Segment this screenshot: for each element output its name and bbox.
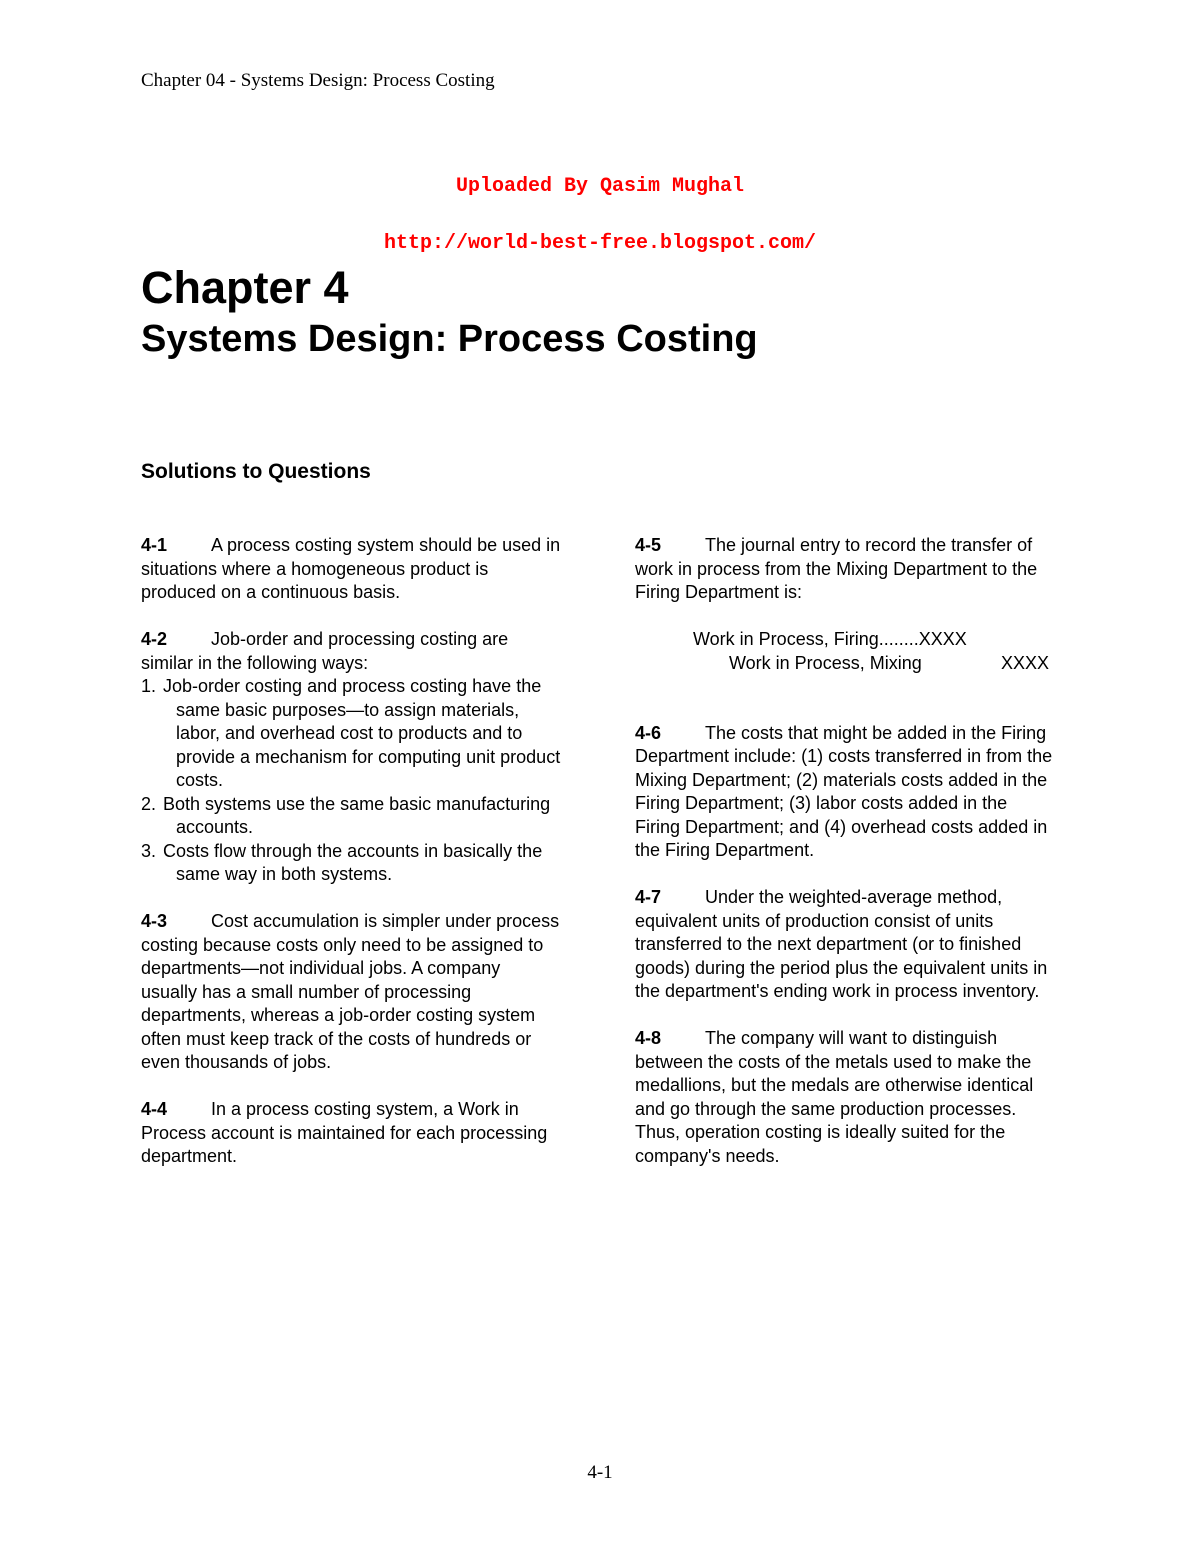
question-4-8: [635, 1027, 1055, 1168]
section-heading: Solutions to Questions: [141, 460, 371, 483]
list-item: 3. Costs flow through the accounts in basically the same way in both systems.: [141, 840, 543, 884]
chapter-title: Chapter 4: [141, 262, 349, 313]
journal-credit-account: Work in Process, Mixing: [729, 652, 922, 673]
question-number: 4-8: [635, 1028, 662, 1048]
question-number: 4-5: [635, 535, 662, 555]
question-number: 4-2: [141, 629, 168, 649]
answer-text: A process costing system should be used in situations where a homogeneous product is produced on a continuous basis.: [141, 535, 561, 602]
answer-text: Cost accumulation is simpler under process costing because costs only need to be assigned to departments—not individual jobs. A company usually has a small number of processing departments, whereas a job-order costing system often must keep track of the costs of hundreds or even thousands of jobs.: [141, 911, 560, 1072]
question-4-5: [635, 534, 1055, 605]
answer-text: The company will want to distinguish between the costs of the metals used to make the medallions, but the medals are otherwise identical and go through the same production processes. Thus, operation costing is ideally suited for the company's needs.: [635, 1028, 1034, 1166]
question-number: 4-3: [141, 911, 168, 931]
question-4-7: [635, 886, 1055, 1004]
journal-debit-line: Work in Process, Firing........XXXX: [693, 629, 967, 649]
answer-text: In a process costing system, a Work in Process account is maintained for each processing department.: [141, 1099, 548, 1166]
question-4-6: [635, 722, 1055, 863]
question-number: 4-1: [141, 535, 168, 555]
answer-text: The costs that might be added in the Firing Department include: (1) costs transferred in from the Mixing Department; (2) materials costs added in the Firing Department; (3) labor costs added in the Firing Department; and (4) overhead costs added in the Firing Department.: [635, 722, 1053, 860]
question-4-4: [141, 1098, 561, 1169]
list-item: 2. Both systems use the same basic manufacturing accounts.: [141, 793, 551, 837]
right-column: [635, 534, 1055, 1192]
chapter-subtitle: Systems Design: Process Costing: [141, 318, 758, 360]
question-number: 4-7: [635, 887, 662, 907]
question-number: 4-4: [141, 1099, 168, 1119]
left-column: [141, 534, 561, 1192]
upload-credit: Uploaded By Qasim Mughal: [455, 175, 745, 198]
upload-url: http://world-best-free.blogspot.com/: [383, 232, 817, 255]
question-4-1: [141, 534, 561, 605]
similarities-list: [141, 675, 561, 887]
list-item: 1. Job-order costing and process costing have the same basic purposes—to assign materials, labor, and overhead cost to products and to provide a mechanism for computing unit product costs.: [141, 676, 561, 790]
page-number: 4-1: [587, 1462, 613, 1483]
question-4-2: [141, 628, 561, 887]
answer-text: Job-order and processing costing are similar in the following ways:: [141, 629, 509, 673]
journal-credit-amount: XXXX: [1001, 652, 1050, 673]
journal-entry: [635, 628, 1055, 698]
running-header: Chapter 04 - Systems Design: Process Costing: [141, 70, 495, 91]
answer-text: Under the weighted-average method, equivalent units of production consist of units transferred to the next department (or to finished goods) during the period plus the equivalent units in the department's ending work in process inventory.: [635, 887, 1048, 1001]
question-number: 4-6: [635, 722, 662, 743]
answer-text: The journal entry to record the transfer of work in process from the Mixing Department to the Firing Department is:: [635, 535, 1038, 602]
question-4-3: [141, 910, 561, 1075]
